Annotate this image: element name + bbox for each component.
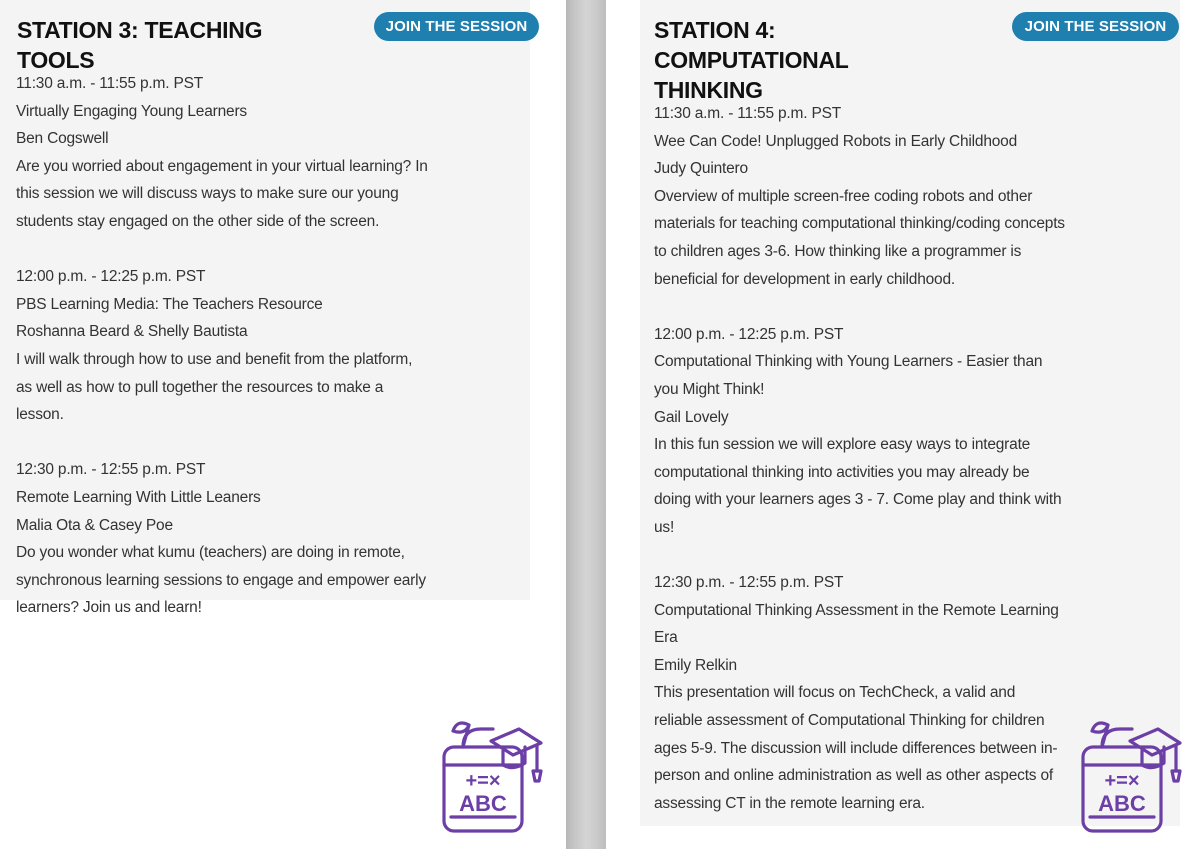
session-description: Are you worried about engagement in your virtual learning? In this session we will discuss ways to make sure our young students stay engaged on the other side of the screen. — [16, 157, 428, 230]
session-item — [16, 456, 428, 622]
icon-letters-text: ABC — [1098, 791, 1146, 816]
page-gutter — [566, 0, 606, 849]
session-presenter: Ben Cogswell — [16, 130, 109, 148]
join-session-button-station-3[interactable]: JOIN THE SESSION — [374, 12, 539, 41]
session-description: In this fun session we will explore easy ways to integrate computational thinking into activities you may already be doing with your learners ages 3 - 7. Come play and think with us! — [654, 436, 1062, 536]
session-presenter: Roshanna Beard & Shelly Bautista — [16, 323, 248, 341]
station-4-sessions — [654, 100, 1066, 845]
session-item — [654, 569, 1066, 817]
session-presenter: Gail Lovely — [654, 408, 729, 426]
session-presenter: Judy Quintero — [654, 160, 748, 178]
station-4-title: STATION 4: COMPUTATIONAL THINKING — [654, 17, 849, 103]
teaching-abc-icon — [441, 721, 545, 833]
session-description: Overview of multiple screen-free coding robots and other materials for teaching computational thinking/coding concepts to children ages 3-6. How thinking like a programmer is beneficial for development in early childhood. — [654, 187, 1065, 288]
session-time: 12:30 p.m. - 12:55 p.m. PST — [16, 461, 206, 479]
session-item — [654, 321, 1066, 542]
session-item — [16, 70, 428, 236]
session-title: PBS Learning Media: The Teachers Resource — [16, 295, 323, 313]
session-title: Computational Thinking with Young Learners - Easier than you Might Think! — [654, 353, 1043, 398]
session-item — [16, 263, 428, 429]
session-title: Virtually Engaging Young Learners — [16, 102, 247, 120]
session-time: 12:30 p.m. - 12:55 p.m. PST — [654, 574, 844, 592]
session-presenter: Emily Relkin — [654, 656, 737, 674]
session-item — [654, 100, 1066, 293]
station-3-panel — [0, 0, 566, 849]
teaching-abc-icon — [1080, 721, 1184, 833]
session-description: This presentation will focus on TechCheck, a valid and reliable assessment of Computational Thinking for children ages 5-9. The discussion will include differences between in-person and online administration as well as other aspects of assessing CT in the remote learning era. — [654, 684, 1058, 812]
session-title: Computational Thinking Assessment in the Remote Learning Era — [654, 601, 1059, 647]
session-time: 12:00 p.m. - 12:25 p.m. PST — [16, 268, 206, 286]
session-title: Wee Can Code! Unplugged Robots in Early Childhood — [654, 132, 1018, 150]
session-title: Remote Learning With Little Leaners — [16, 488, 261, 506]
join-session-button-station-4[interactable]: JOIN THE SESSION — [1012, 12, 1179, 41]
icon-ops-text: +=× — [465, 770, 501, 792]
session-time: 11:30 a.m. - 11:55 p.m. PST — [654, 105, 842, 122]
station-3-sessions — [16, 70, 428, 649]
session-description: I will walk through how to use and benefit from the platform, as well as how to pull together the resources to make a lesson. — [16, 350, 413, 424]
session-time: 12:00 p.m. - 12:25 p.m. PST — [654, 325, 844, 343]
icon-letters-text: ABC — [459, 791, 507, 816]
station-3-title: STATION 3: TEACHING TOOLS — [17, 17, 263, 73]
session-time: 11:30 a.m. - 11:55 p.m. PST — [16, 75, 204, 92]
icon-ops-text: +=× — [1104, 770, 1140, 792]
session-presenter: Malia Ota & Casey Poe — [16, 516, 173, 534]
session-description: Do you wonder what kumu (teachers) are doing in remote, synchronous learning sessions to engage and empower early learners? Join us and learn! — [16, 544, 426, 617]
